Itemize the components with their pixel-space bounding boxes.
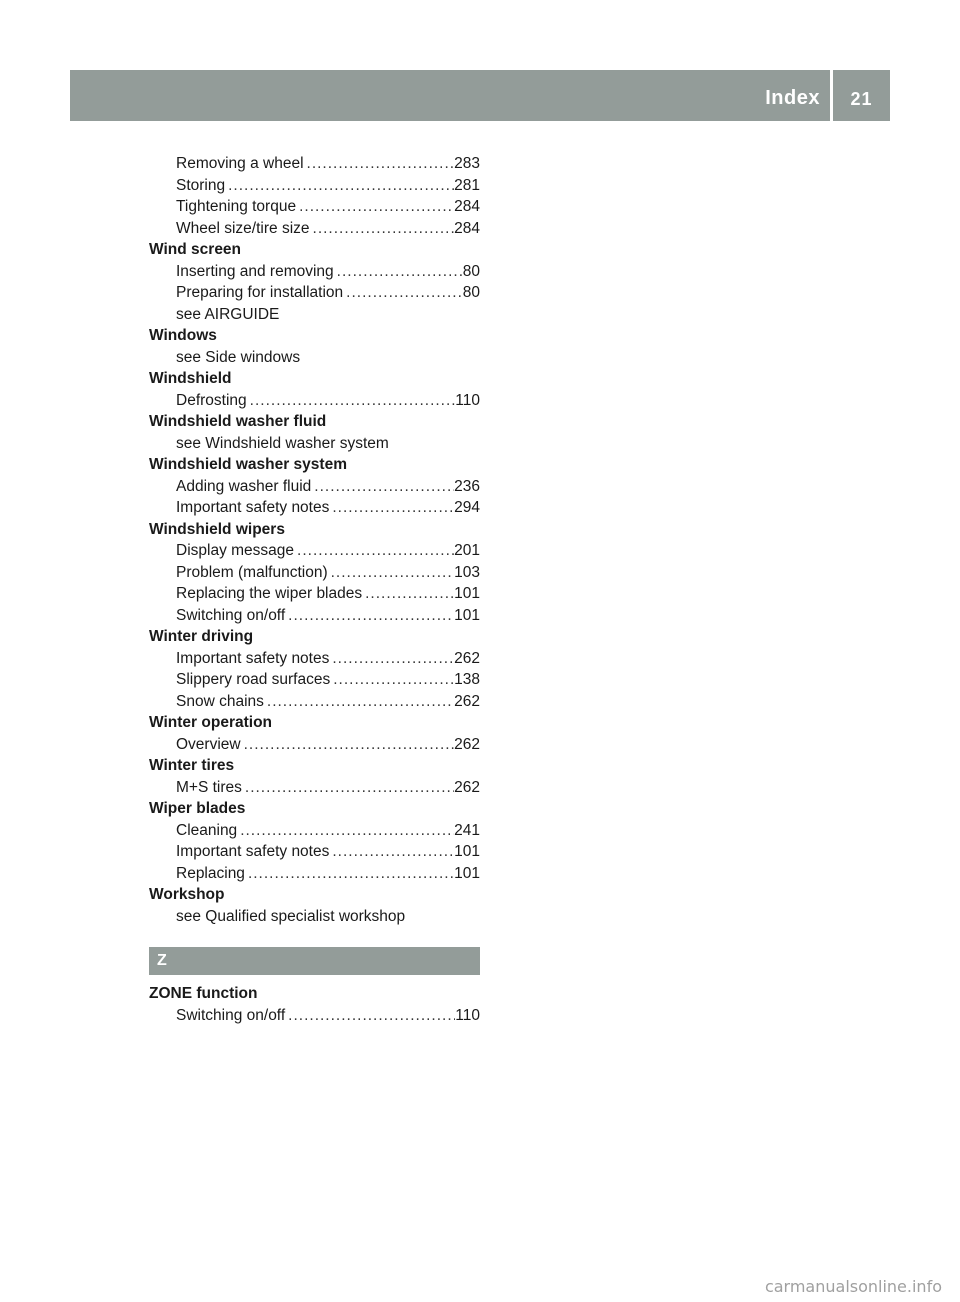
index-entry-label: Important safety notes xyxy=(176,649,330,667)
index-entry-label: Slippery road surfaces xyxy=(176,671,331,688)
index-entry-label: Problem (malfunction) xyxy=(176,563,328,581)
index-entry-label: Replacing xyxy=(176,864,245,882)
index-entry-page: 284 xyxy=(454,198,480,215)
index-entry-label: M+S tires xyxy=(176,778,242,796)
index-entry-page: 262 xyxy=(454,778,480,796)
index-dot-leader xyxy=(310,218,455,240)
index-see-reference: see Qualified specialist workshop xyxy=(176,907,406,925)
index-entry-label: Replacing the wiper blades xyxy=(176,585,363,602)
index-dot-leader xyxy=(330,669,454,691)
index-dot-leader xyxy=(242,777,454,799)
index-dot-leader xyxy=(294,540,454,562)
index-dot-leader xyxy=(311,476,454,498)
index-entry xyxy=(149,153,480,175)
index-entry xyxy=(149,863,480,885)
index-entry xyxy=(149,540,480,562)
index-dot-leader xyxy=(285,605,454,627)
index-entry-page: 281 xyxy=(454,176,480,194)
index-dot-leader xyxy=(304,153,455,175)
index-dot-leader xyxy=(247,390,456,412)
index-entry xyxy=(149,777,480,799)
index-entry-label: Storing xyxy=(176,176,226,194)
index-entry-page: 80 xyxy=(462,262,480,280)
index-dot-leader xyxy=(343,282,463,304)
index-entry-label: Snow chains xyxy=(176,692,264,710)
index-heading: Wiper blades xyxy=(149,800,246,817)
index-entry-page: 80 xyxy=(462,284,480,301)
index-entry-label: Adding washer fluid xyxy=(176,477,312,495)
section-spacer xyxy=(149,975,480,983)
index-heading: Windows xyxy=(149,327,217,344)
index-dot-leader xyxy=(334,261,463,283)
index-entry-page: 262 xyxy=(454,735,480,753)
index-entry xyxy=(149,605,480,627)
index-entry-page: 110 xyxy=(455,391,480,409)
index-heading: Windshield wipers xyxy=(149,520,285,538)
index-entry xyxy=(149,648,480,670)
index-dot-leader xyxy=(264,691,454,713)
index-entry-page: 262 xyxy=(454,649,480,667)
index-entry-label: Important safety notes xyxy=(176,843,330,860)
index-dot-leader xyxy=(362,583,454,605)
index-entry-page: 201 xyxy=(454,542,480,559)
index-entry-label: Switching on/off xyxy=(176,606,286,624)
index-entry-page: 101 xyxy=(454,864,480,882)
index-entry xyxy=(149,282,480,304)
index-entry xyxy=(149,562,480,584)
index-entry-label: Cleaning xyxy=(176,821,238,839)
index-entry-page: 241 xyxy=(454,821,480,839)
index-entry xyxy=(149,734,480,756)
index-entry-page: 101 xyxy=(454,843,480,860)
index-entry xyxy=(149,669,480,691)
index-heading: Winter operation xyxy=(149,714,273,731)
index-see-reference: see AIRGUIDE xyxy=(176,305,280,323)
index-heading: Workshop xyxy=(149,886,225,903)
index-entry-page: 101 xyxy=(454,585,480,602)
index-entry-label: Inserting and removing xyxy=(176,262,334,280)
index-entry-page: 110 xyxy=(455,1006,480,1024)
index-entry xyxy=(149,820,480,842)
index-entry xyxy=(149,1005,480,1027)
index-entry-label: Removing a wheel xyxy=(176,155,304,172)
index-entry-label: Wheel size/tire size xyxy=(176,219,310,237)
index-dot-leader xyxy=(237,820,454,842)
header-title: Index xyxy=(765,87,820,109)
index-heading: Windshield xyxy=(149,370,232,387)
index-dot-leader xyxy=(328,562,455,584)
index-entry-page: 103 xyxy=(454,563,480,581)
index-entry-label: Display message xyxy=(176,542,295,559)
index-dot-leader xyxy=(329,497,454,519)
index-entry-page: 283 xyxy=(454,155,480,172)
index-entry-page: 138 xyxy=(454,671,480,688)
index-entry xyxy=(149,261,480,283)
index-heading: Windshield washer fluid xyxy=(149,413,327,430)
index-entry-page: 294 xyxy=(454,499,480,516)
index-entry xyxy=(149,476,480,498)
index-entry xyxy=(149,691,480,713)
index-entry xyxy=(149,841,480,863)
page-header xyxy=(70,70,890,121)
index-entry xyxy=(149,497,480,519)
index-entry xyxy=(149,583,480,605)
index-entry-page: 284 xyxy=(454,219,480,237)
index-dot-leader xyxy=(329,841,454,863)
index-entry-label: Overview xyxy=(176,735,241,753)
index-heading: Wind screen xyxy=(149,241,242,258)
index-see-reference: see Windshield washer system xyxy=(176,434,389,452)
index-see-reference: see Side windows xyxy=(176,348,301,366)
index-entry-page: 101 xyxy=(454,606,480,624)
index-dot-leader xyxy=(329,648,454,670)
index-entry-label: Tightening torque xyxy=(176,198,297,215)
index-heading: Winter driving xyxy=(149,628,254,645)
index-dot-leader xyxy=(245,863,454,885)
index-entry-label: Defrosting xyxy=(176,391,247,409)
index-dot-leader xyxy=(296,196,454,218)
index-entry-page: 236 xyxy=(454,477,480,495)
index-heading: Windshield washer system xyxy=(149,456,347,473)
section-letter-bar: Z xyxy=(149,947,480,975)
index-dot-leader xyxy=(225,175,454,197)
index-entry xyxy=(149,196,480,218)
index-heading: ZONE function xyxy=(149,985,258,1002)
index-dot-leader xyxy=(241,734,455,756)
index-entry-page: 262 xyxy=(454,692,480,710)
index-column xyxy=(149,153,480,1026)
index-entry xyxy=(149,390,480,412)
index-entry xyxy=(149,175,480,197)
index-entry-label: Switching on/off xyxy=(176,1006,286,1024)
index-entry xyxy=(149,218,480,240)
index-entry-label: Important safety notes xyxy=(176,499,330,516)
watermark: carmanualsonline.info xyxy=(764,1277,942,1296)
index-heading: Winter tires xyxy=(149,757,235,774)
index-entry-label: Preparing for installation xyxy=(176,284,344,301)
page-number: 21 xyxy=(850,89,873,109)
index-dot-leader xyxy=(285,1005,455,1027)
